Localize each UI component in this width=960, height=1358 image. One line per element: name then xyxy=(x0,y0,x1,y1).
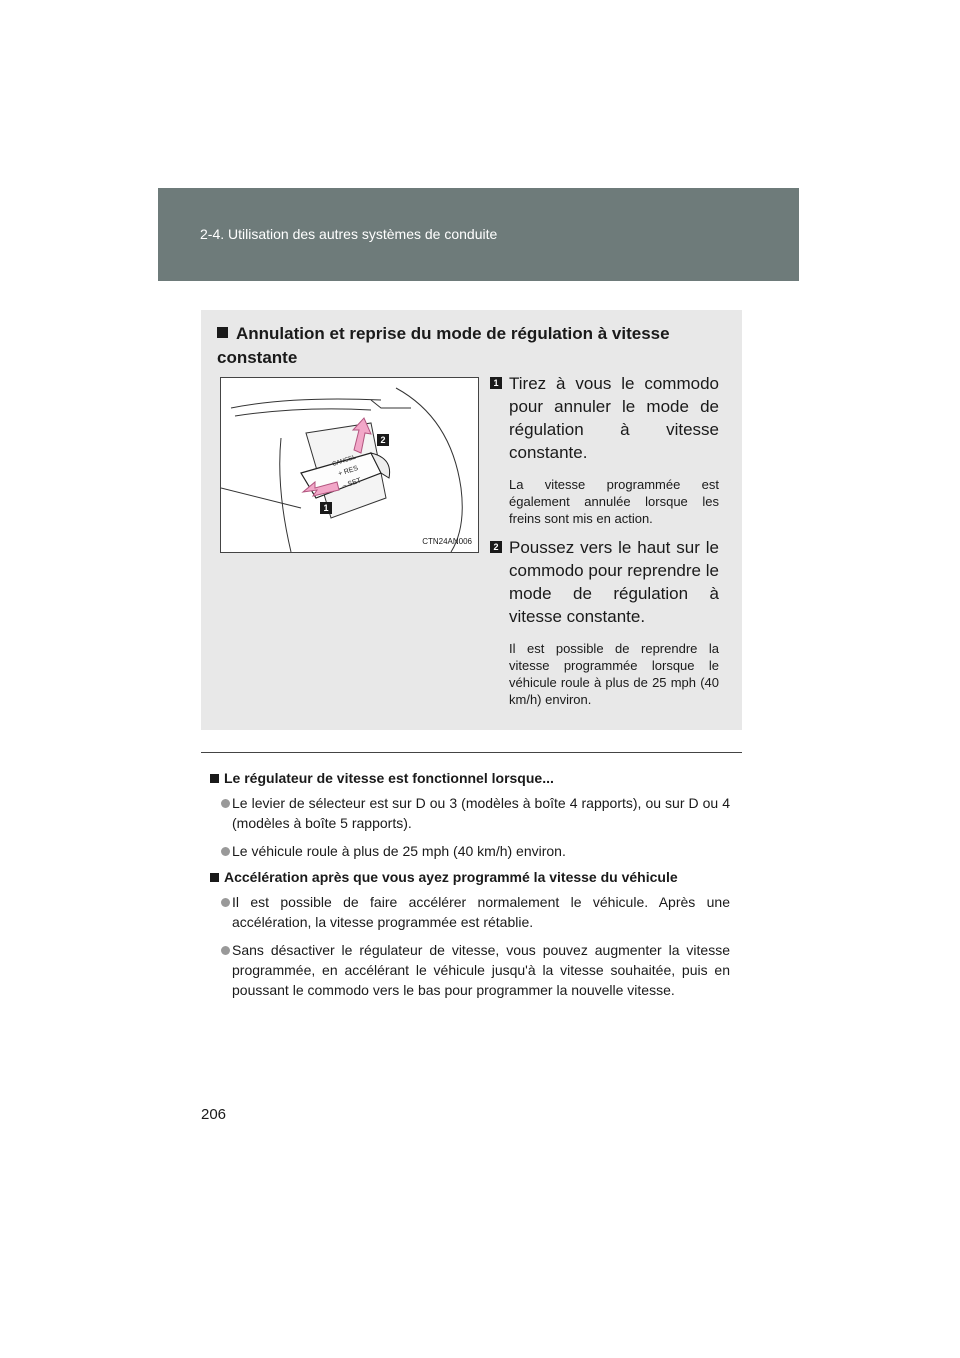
note-heading: Le régulateur de vitesse est fonctionnel lorsque... xyxy=(210,770,730,786)
panel-title: Annulation et reprise du mode de régulation à vitesse constante xyxy=(217,324,670,367)
step-1 xyxy=(493,372,719,527)
list-item: Sans désactiver le régulateur de vitesse, vous pouvez augmenter la vitesse programmée, en accélérant le véhicule jusqu'à la vitesse souhaitée, puis en poussant le commodo vers le bas pour programmer la nouvelle vitesse. xyxy=(210,940,730,1000)
info-panel xyxy=(201,310,742,730)
section-header-band xyxy=(158,188,799,281)
section-title: 2-4. Utilisation des autres systèmes de conduite xyxy=(200,226,498,242)
list-item: Le véhicule roule à plus de 25 mph (40 km/h) environ. xyxy=(210,841,730,861)
bullet-icon xyxy=(221,946,230,955)
notes-section xyxy=(210,770,730,1008)
square-bullet-icon xyxy=(217,327,228,338)
bullet-icon xyxy=(221,898,230,907)
divider xyxy=(201,752,742,753)
svg-text:– SET: – SET xyxy=(341,477,363,490)
step-2 xyxy=(493,536,719,708)
svg-text:2: 2 xyxy=(380,435,386,445)
list-item: Il est possible de faire accélérer normalement le véhicule. Après une accélération, la vitesse programmée est rétablie. xyxy=(210,892,730,932)
step-number-badge: 2 xyxy=(490,541,502,553)
cruise-lever-illustration xyxy=(220,377,479,553)
note-heading: Accélération après que vous ayez programmé la vitesse du véhicule xyxy=(210,869,730,885)
step-note: Il est possible de reprendre la vitesse programmée lorsque le véhicule roule à plus de 25 mph (40 km/h) environ. xyxy=(509,641,719,707)
page-number: 206 xyxy=(201,1106,227,1123)
lever-drawing xyxy=(221,378,478,552)
list-item: Le levier de sélecteur est sur D ou 3 (modèles à boîte 4 rapports), ou sur D ou 4 (modèles à boîte 5 rapports). xyxy=(210,793,730,833)
bullet-icon xyxy=(221,799,230,808)
step-number-badge: 1 xyxy=(490,377,502,389)
svg-text:1: 1 xyxy=(323,503,329,513)
square-bullet-icon xyxy=(210,774,219,783)
svg-text:CANCEL: CANCEL xyxy=(331,454,357,468)
square-bullet-icon xyxy=(210,873,219,882)
step-instruction: Tirez à vous le commodo pour annuler le mode de régulation à vitesse constante. xyxy=(509,374,719,462)
bullet-icon xyxy=(221,847,230,856)
step-instruction: Poussez vers le haut sur le commodo pour reprendre le mode de régulation à vitesse constante. xyxy=(509,538,719,626)
svg-text:+ RES: + RES xyxy=(337,464,360,478)
step-note: La vitesse programmée est également annulée lorsque les freins sont mis en action. xyxy=(509,477,719,526)
figure-code: CTN24AN006 xyxy=(422,537,472,546)
